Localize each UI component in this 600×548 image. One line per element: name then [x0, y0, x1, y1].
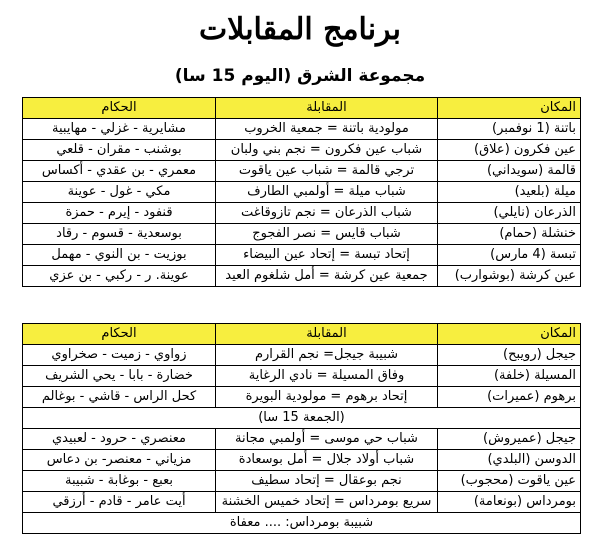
table-row: [23, 345, 581, 366]
cell-referees: بوشنب - مقران - قلعي: [23, 140, 216, 161]
table-header-row: [23, 98, 581, 119]
cell-match: نجم بوعقال = إتحاد سطيف: [216, 471, 438, 492]
cell-referees: معمري - بن عقدي - أكساس: [23, 161, 216, 182]
table-row: [23, 203, 581, 224]
cell-place: ميلة (بلعيد): [438, 182, 581, 203]
header-referees: الحكام: [23, 98, 216, 119]
table-row: [23, 245, 581, 266]
table-row: [23, 471, 581, 492]
header-referees: الحكام: [23, 324, 216, 345]
friday-section-row: [23, 408, 581, 429]
cell-match: إتحاد تبسة = إتحاد عين البيضاء: [216, 245, 438, 266]
cell-place: الذرعان (نايلي): [438, 203, 581, 224]
cell-match: مولودية باتنة = جمعية الخروب: [216, 119, 438, 140]
cell-match: شباب قايس = نصر الفجوج: [216, 224, 438, 245]
cell-place: باتنة (1 نوفمبر): [438, 119, 581, 140]
table-row: [23, 492, 581, 513]
cell-place: عين ياقوت (محجوب): [438, 471, 581, 492]
cell-referees: قنفود - إيرم - حمزة: [23, 203, 216, 224]
schedule-table-second: [22, 323, 581, 534]
cell-place: المسيلة (خلفة): [438, 366, 581, 387]
header-place: المكان: [438, 98, 581, 119]
cell-place: عين فكرون (علاق): [438, 140, 581, 161]
table-row: [23, 224, 581, 245]
page-title: برنامج المقابلات: [199, 12, 401, 47]
cell-referees: بعبع - بوغابة - شبيبة: [23, 471, 216, 492]
cell-match: شباب أولاد جلال = أمل بوسعادة: [216, 450, 438, 471]
cell-place: بومرداس (بونعامة): [438, 492, 581, 513]
header-place: المكان: [438, 324, 581, 345]
cell-place: خنشلة (حمام): [438, 224, 581, 245]
table-row: [23, 450, 581, 471]
cell-place: الدوسن (البلدي): [438, 450, 581, 471]
group-subtitle: مجموعة الشرق (اليوم 15 سا): [174, 66, 426, 86]
cell-match: شباب عين فكرون = نجم بني ولبان: [216, 140, 438, 161]
table-row: [23, 266, 581, 287]
cell-match: وفاق المسيلة = نادي الرغاية: [216, 366, 438, 387]
cell-place: جيجل (عميروش): [438, 429, 581, 450]
cell-referees: بوزيت - بن النوي - مهمل: [23, 245, 216, 266]
table-row: [23, 387, 581, 408]
cell-referees: مشايرية - غزلي - مهايبية: [23, 119, 216, 140]
table-row: [23, 140, 581, 161]
table-row: [23, 119, 581, 140]
exempt-note: شبيبة بومرداس: .... معفاة: [23, 513, 581, 534]
cell-referees: عوينة. ر - ركبي - بن عزي: [23, 266, 216, 287]
cell-match: إتحاد برهوم = مولودية البويرة: [216, 387, 438, 408]
header-match: المقابلة: [216, 98, 438, 119]
cell-match: شباب حي موسى = أولمبي مجانة: [216, 429, 438, 450]
cell-match: ترجي قالمة = شباب عين ياقوت: [216, 161, 438, 182]
table-header-row: [23, 324, 581, 345]
cell-place: تبسة (4 مارس): [438, 245, 581, 266]
cell-match: شباب ميلة = أولمبي الطارف: [216, 182, 438, 203]
schedule-table-east: [22, 97, 581, 287]
exempt-note-row: [23, 513, 581, 534]
cell-match: شباب الذرعان = نجم تازوقاغت: [216, 203, 438, 224]
cell-match: جمعية عين كرشة = أمل شلغوم العيد: [216, 266, 438, 287]
cell-referees: بوسعدية - قسوم - رقاد: [23, 224, 216, 245]
table-row: [23, 161, 581, 182]
cell-referees: كحل الراس - قاشي - بوغالم: [23, 387, 216, 408]
cell-referees: معنصري - حرود - لعبيدي: [23, 429, 216, 450]
cell-match: سريع بومرداس = إتحاد خميس الخشنة: [216, 492, 438, 513]
cell-referees: خضارة - بابا - يحي الشريف: [23, 366, 216, 387]
cell-place: جيجل (رويبح): [438, 345, 581, 366]
friday-label: (الجمعة 15 سا): [23, 408, 581, 429]
table-row: [23, 182, 581, 203]
header-match: المقابلة: [216, 324, 438, 345]
cell-referees: مزياني - معنصر- بن دعاس: [23, 450, 216, 471]
cell-place: قالمة (سويداني): [438, 161, 581, 182]
table-row: [23, 429, 581, 450]
table-row: [23, 366, 581, 387]
cell-place: برهوم (عميرات): [438, 387, 581, 408]
cell-match: شبيبة جيجل= نجم القرارم: [216, 345, 438, 366]
cell-referees: زواوي - زميت - صخراوي: [23, 345, 216, 366]
cell-place: عين كرشة (بوشوارب): [438, 266, 581, 287]
cell-referees: مكي - غول - عوينة: [23, 182, 216, 203]
cell-referees: أيت عامر - قادم - أرزقي: [23, 492, 216, 513]
